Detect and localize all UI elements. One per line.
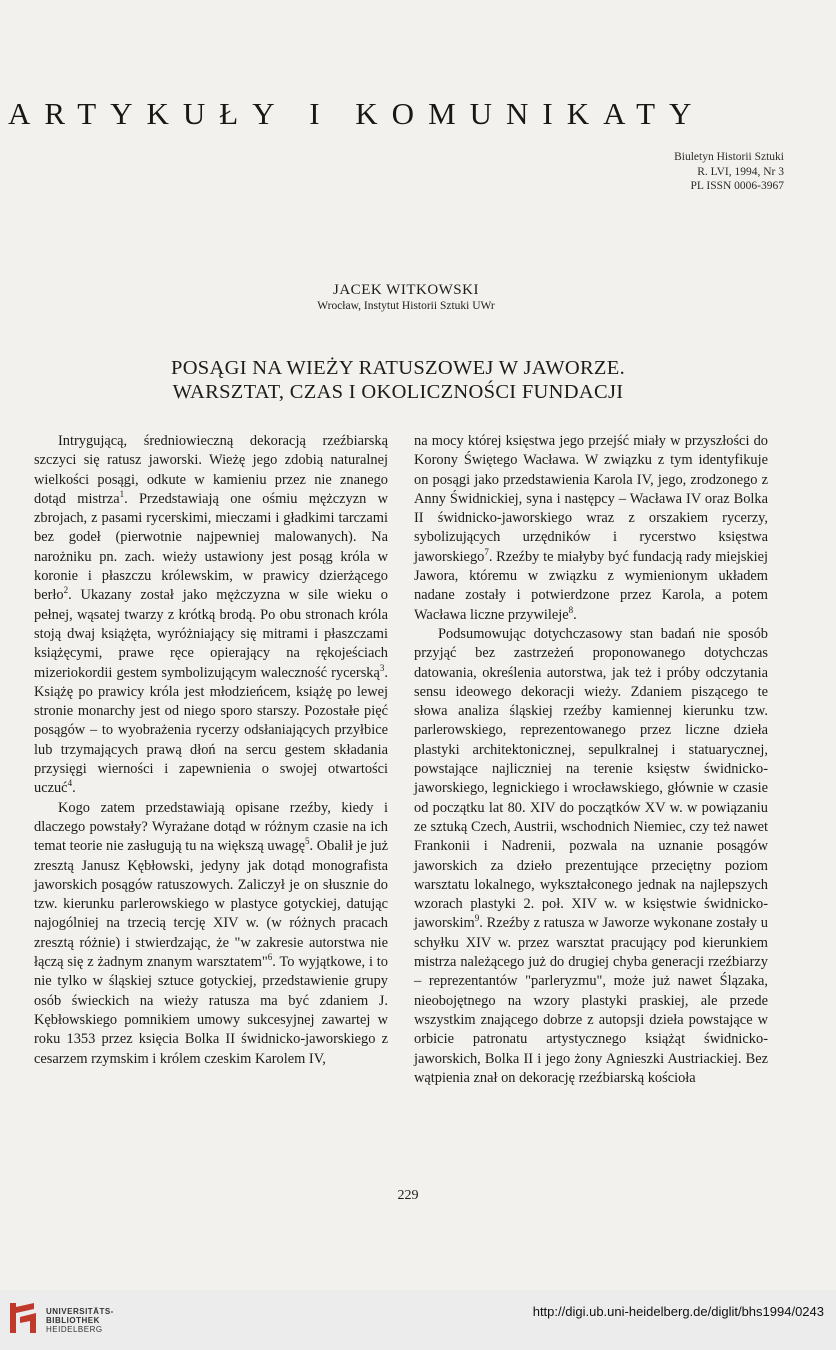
title-line-1: POSĄGI NA WIEŻY RATUSZOWEJ W JAWORZE. (171, 357, 625, 379)
footnote-ref: 4 (67, 778, 73, 789)
title-line-2: WARSZTAT, CZAS I OKOLICZNOŚCI FUNDACJI (172, 381, 624, 403)
journal-name: Biuletyn Historii Sztuki (674, 151, 784, 163)
journal-volume: R. LVI, 1994, Nr 3 (697, 165, 784, 178)
journal-info (674, 150, 784, 194)
footnote-ref: 3 (379, 662, 385, 673)
left-column (34, 432, 388, 1069)
journal-issn: PL ISSN 0006-3967 (690, 180, 784, 192)
footnote-ref: 5 (304, 836, 310, 847)
paragraph: Kogo zatem przedstawiają opisane rzeźby, kiedy i dlaczego powstały? Wyrażane dotąd w różnym czasie na ich temat teorie nie zasługują tu na większą uwagę$^5$. Obalił je już zresztą Janusz Kębłowski, jedyny jak dotąd monografista jaworskich posągów ratuszowych. Zaliczył je on słusznie do tzw. kierunku parlerowskiego w plastyce gotyckiej, datując najogólniej na trzecią tercję XIV w. (w różnych pracach zresztą różnie) i stwierdzając, że "w zakresie autorstwa nie łączą się z żadnym znanym warsztatem"$^6$. To wyjątkowe, i to nie tylko w śląskiej sztuce gotyckiej, przedstawienie grupy osób świeckich na wieży ratusza ma być zdaniem J. Kębłowskiego pomnikiem umowy sukcesyjnej zawartej w roku 1353 przez księcia Bolka II świdnicko-jaworskiego z cesarzem rzymskim i królem czeskim Karolem IV, (34, 799, 389, 1067)
library-logo-text: UNIVERSITÄTS- BIBLIOTHEK HEIDELBERG (46, 1307, 114, 1334)
paragraph: na mocy której księstwa jego przejść miały w przyszłości do Korony Świętego Wacława. W związku z tym identyfikuje on posągi jako przedstawienia Karola IV, jego, zrodzonego z Anny Świdnickiej, syna i następcy – Wacława IV oraz Bolka II świdnicko-jaworskiego wraz z orszakiem rycerzy, sybolizujących urzędników i rycerstwo księstwa jaworskiego$^7$. Rzeźby te miałyby być fundacją rady miejskiej Jawora, któremu w związku z wymienionym układem nadane zostały i potwierdzone przez Karola, a potem Wacława liczne przywileje$^8$. (414, 433, 768, 623)
footnote-ref: 6 (267, 952, 273, 963)
footnote-ref: 2 (63, 585, 69, 596)
section-header: ARTYKUŁY I KOMUNIKATY (8, 96, 706, 131)
footnote-ref: 1 (119, 489, 125, 500)
footnote-ref: 8 (568, 604, 574, 615)
right-column (414, 432, 768, 1088)
author-name: JACEK WITKOWSKI (333, 282, 479, 298)
author-affiliation: Wrocław, Instytut Historii Sztuki UWr (317, 300, 495, 312)
library-logo-icon (8, 1301, 40, 1335)
article-title (0, 356, 796, 404)
source-url-link[interactable]: http://digi.ub.uni-heidelberg.de/diglit/bhs1994/0243 (532, 1304, 824, 1319)
footer-bar (0, 1290, 836, 1350)
page-number: 229 (397, 1188, 419, 1203)
footnote-ref: 9 (474, 913, 480, 924)
paragraph: Podsumowując dotychczasowy stan badań nie sposób przyjąć bez zastrzeżeń proponowanego dotychczas datowania, określenia autorstwa, jak też i próby odczytania sensu ideowego dekoracji wieży. Zdaniem piszącego te słowa analiza śląskiej rzeźby kamiennej kierunku tzw. parlerowskiego, reprezentowanego przez liczne dzieła plastyki architektonicznej, sepulkralnej i statuarycznej, powstające najliczniej na terenie księstw świdnicko-jaworskiego, legnickiego i wrocławskiego, głównie w czasie od początku lat 80. XIV do początków XV w. w powiązaniu ze sztuką Czech, Austrii, wschodnich Niemiec, czy też nawet Frankonii i Nadrenii, pozwala na uznanie posągów jaworskich za dzieło prezentujące przeciętny poziom warsztatu lokalnego, wykształconego jednak na najlepszych wzorach plastyki 2. poł. XIV w. w księstwie świdnicko-jaworskim$^9$. Rzeźby z ratusza w Jaworze wykonane zostały u schyłku XIV w. przez warsztat pracujący pod kierunkiem mistrza należącego już do drugiej chyba generacji rzeźbiarzy – reprezentantów "parleryzmu", może już nawet Ślązaka, nieobojętnego na wzory plastyki praskiej, ale przede wszystkim znającego dobrze z autopsji dzieła powstające w orbicie patronatu artystycznego książąt świdnicko-jaworskich, Bolka II i jego żony Agnieszki Austriackiej. Bez wątpienia znał on dekorację rzeźbiarską kościoła (414, 625, 768, 1086)
footnote-ref: 7 (484, 546, 489, 557)
paragraph: Intrygującą, średniowieczną dekoracją rzeźbiarską szczyci się ratusz jaworski. Wieżę jego zdobią naturalnej wielkości posągi, odkute w kamieniu przez nie znanego dotąd mistrza$^1$. Przedstawiają one ośmiu mężczyzn w zbrojach, z pasami rycerskimi, mieczami i gładkimi tarczami bez godeł (pierwotnie najpewniej malowanych). Na narożniku pn. zach. wieży ustawiony jest posąg króla w koronie i płaszczu królewskim, w prawicy dzierżącego berło$^2$. Ukazany został jako mężczyzna w sile wieku o pełnej, wąsatej twarzy z krótką brodą. Po obu stronach króla stoją dwaj książęta, wyróżniający się mitrami i płaszczami książęcymi, prawe ręce opierający na rękojeściach mizeriokordii gestem symbolizującym waleczność rycerską$^3$. Książę po prawicy króla jest młodzieńcem, książę po lewej stronie monarchy jest od niego sporo starszy. Pozostałe pięć posągów – to wyobrażenia rycerzy odsłaniających przyłbice lub trzymających prawą dłoń na sercu gestem składania przysięgi wierności i zapewnienia o swojej otwartości uczuć$^4$. (34, 433, 388, 797)
